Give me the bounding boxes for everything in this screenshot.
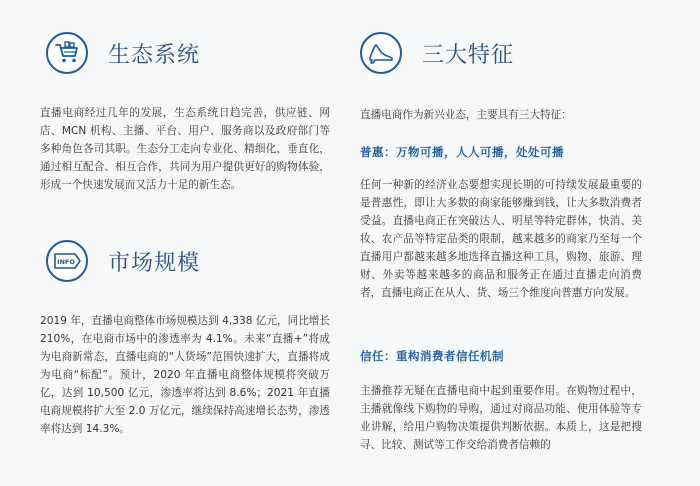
market-heading <box>46 240 200 282</box>
ecosystem-paragraph: 直播电商经过几年的发展，生态系统日趋完善，供应链、网店、MCN 机构、主播、平台、用户、服务商以及政府部门等多种角色各司其职。生态分工走向专业化、精细化、垂直化，通过相互配合、相互合作，共同为用户提供更好的购物体验，形成一个快速发展而又活力十足的新生态。 <box>40 107 330 191</box>
feature-2-subheading: 信任：重构消费者信任机制 <box>360 349 504 363</box>
features-title: 三大特征 <box>422 42 515 68</box>
ecosystem-heading <box>46 32 200 74</box>
feature-1-subheading: 普惠：万物可播，人人可播，处处可播 <box>360 145 564 159</box>
shopping-cart-icon <box>46 32 88 74</box>
info-icon-label: INFO <box>57 258 75 266</box>
info-tag-icon <box>46 240 88 282</box>
ecosystem-title: 生态系统 <box>108 42 201 68</box>
features-intro: 直播电商作为新兴业态，主要具有三大特征： <box>360 109 572 121</box>
feature-2-paragraph: 主播推荐无疑在直播电商中起到重要作用。在购物过程中，主播就像线下购物的导购，通过对商品功能、使用体验等专业讲解，给用户购物决策提供判断依据。本质上，这是把搜寻、比较、测试等工作交给消费者信赖的 <box>360 385 642 451</box>
feature-1-paragraph: 任何一种新的经济业态要想实现长期的可持续发展最重要的是普惠性，即让大多数的商家能够赚到钱，让大多数消费者受益。直播电商正在突破达人、明星等特定群体，快消、美妆、农产品等特定品类的限制，越来越多的商家乃至每一个直播用户都越来越多地选择直播这种工具，购物、旅游、理财、外卖等越来越多的商品和服务正在通过直播走向消费者，直播电商正在从人、货、场三个维度向普惠方向发展。 <box>360 179 642 299</box>
high-heel-icon <box>360 32 402 74</box>
market-title: 市场规模 <box>108 250 201 276</box>
features-heading <box>360 32 514 74</box>
market-paragraph: 2019 年，直播电商整体市场规模达到 4,338 亿元，同比增长 210%，在电商市场中的渗透率为 4.1%。未来“直播+”将成为电商新常态，直播电商的“人货场”范围快速扩大，直播将成为电商“标配”。预计，2020 年直播电商整体规模将突破万亿，达到 10,500 亿元，渗透率将达到 8.6%；2021 年直播电商规模将扩大至 2.0 万亿元，继续保持高速增长态势，渗透率将达到 14.3%。 <box>40 315 330 435</box>
